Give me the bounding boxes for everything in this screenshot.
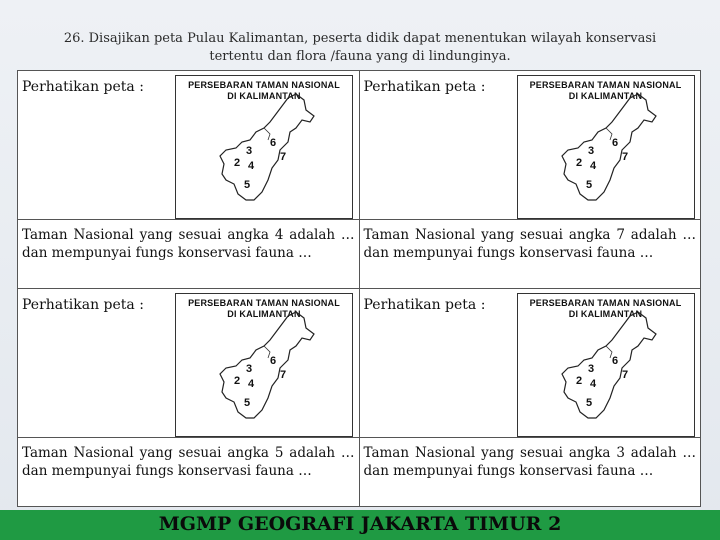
- answer-text: Taman Nasional yang sesuai angka 4 adalah … dan mempunyai fungs konservasi fauna …: [22, 227, 355, 261]
- answer-cell-1: [18, 220, 360, 289]
- answer-cell-2: [359, 220, 701, 289]
- footer-bar: [0, 510, 720, 540]
- map-label-number: 5: [244, 179, 251, 191]
- map-title-line-2: DI KALIMANTAN: [227, 309, 301, 319]
- map-label-number: 3: [246, 145, 253, 157]
- map-label-number: 5: [585, 179, 592, 191]
- map-label-number: 7: [621, 369, 628, 381]
- map-label-number: 5: [244, 397, 251, 409]
- map-label-number: 3: [587, 145, 594, 157]
- kalimantan-island-shape: [562, 312, 656, 418]
- map-title-line-1: PERSEBARAN TAMAN NASIONAL: [188, 298, 340, 308]
- map-cell-4: [359, 289, 701, 438]
- kalimantan-island-shape: [220, 94, 314, 200]
- island-outline-svg: [518, 294, 694, 436]
- prompt-label: Perhatikan peta :: [363, 297, 486, 313]
- map-title-line-2: DI KALIMANTAN: [568, 91, 643, 101]
- map-label-number: 7: [621, 151, 628, 163]
- kalimantan-map: [517, 293, 695, 437]
- kalimantan-map: [517, 75, 695, 219]
- answer-cell-3: [18, 438, 360, 507]
- question-header: [0, 0, 720, 70]
- map-label-number: 5: [585, 397, 592, 409]
- map-label-number: 6: [270, 355, 277, 367]
- question-text: [0, 0, 720, 66]
- question-line-1: 26. Disajikan peta Pulau Kalimantan, peserta didik dapat menentukan wilayah konservasi: [63, 31, 657, 46]
- prompt-label: Perhatikan peta :: [22, 79, 144, 95]
- map-label-number: 2: [575, 157, 582, 169]
- map-label-number: 4: [589, 378, 596, 390]
- map-title-line-2: DI KALIMANTAN: [568, 309, 643, 319]
- kalimantan-island-shape: [220, 312, 314, 418]
- map-label-number: 4: [589, 160, 596, 172]
- map-label-number: 6: [270, 137, 277, 149]
- map-cell-3: [18, 289, 360, 438]
- kalimantan-island-shape: [562, 94, 656, 200]
- map-label-number: 6: [611, 355, 618, 367]
- island-outline-svg: [176, 294, 352, 436]
- map-label-number: 4: [248, 378, 255, 390]
- question-line-2: tertentu dan flora /fauna yang di lindunginya.: [209, 49, 511, 64]
- question-grid: [17, 70, 701, 507]
- map-cell-2: [359, 71, 701, 220]
- map-label-number: 7: [280, 369, 287, 381]
- map-label-number: 4: [248, 160, 255, 172]
- prompt-label: Perhatikan peta :: [22, 297, 144, 313]
- map-title-line-2: DI KALIMANTAN: [227, 91, 301, 101]
- answer-text: Taman Nasional yang sesuai angka 3 adalah … dan mempunyai fungs konservasi fauna …: [363, 445, 696, 479]
- map-title-line-1: PERSEBARAN TAMAN NASIONAL: [529, 298, 682, 308]
- answer-cell-4: [359, 438, 701, 507]
- answer-text: Taman Nasional yang sesuai angka 7 adalah … dan mempunyai fungs konservasi fauna …: [363, 227, 696, 261]
- island-outline-svg: [176, 76, 352, 218]
- map-label-number: 2: [575, 375, 582, 387]
- map-label-number: 7: [280, 151, 287, 163]
- map-label-number: 6: [611, 137, 618, 149]
- map-label-number: 2: [234, 157, 241, 169]
- answer-text: Taman Nasional yang sesuai angka 5 adalah … dan mempunyai fungs konservasi fauna …: [22, 445, 355, 479]
- map-title-line-1: PERSEBARAN TAMAN NASIONAL: [188, 80, 340, 90]
- footer-text: MGMP GEOGRAFI JAKARTA TIMUR 2: [158, 513, 562, 535]
- island-outline-svg: [518, 76, 694, 218]
- prompt-label: Perhatikan peta :: [363, 79, 486, 95]
- map-label-number: 3: [587, 363, 594, 375]
- map-title-line-1: PERSEBARAN TAMAN NASIONAL: [529, 80, 682, 90]
- map-label-number: 3: [246, 363, 253, 375]
- map-label-number: 2: [234, 375, 241, 387]
- kalimantan-map: [175, 75, 353, 219]
- map-cell-1: [18, 71, 360, 220]
- kalimantan-map: [175, 293, 353, 437]
